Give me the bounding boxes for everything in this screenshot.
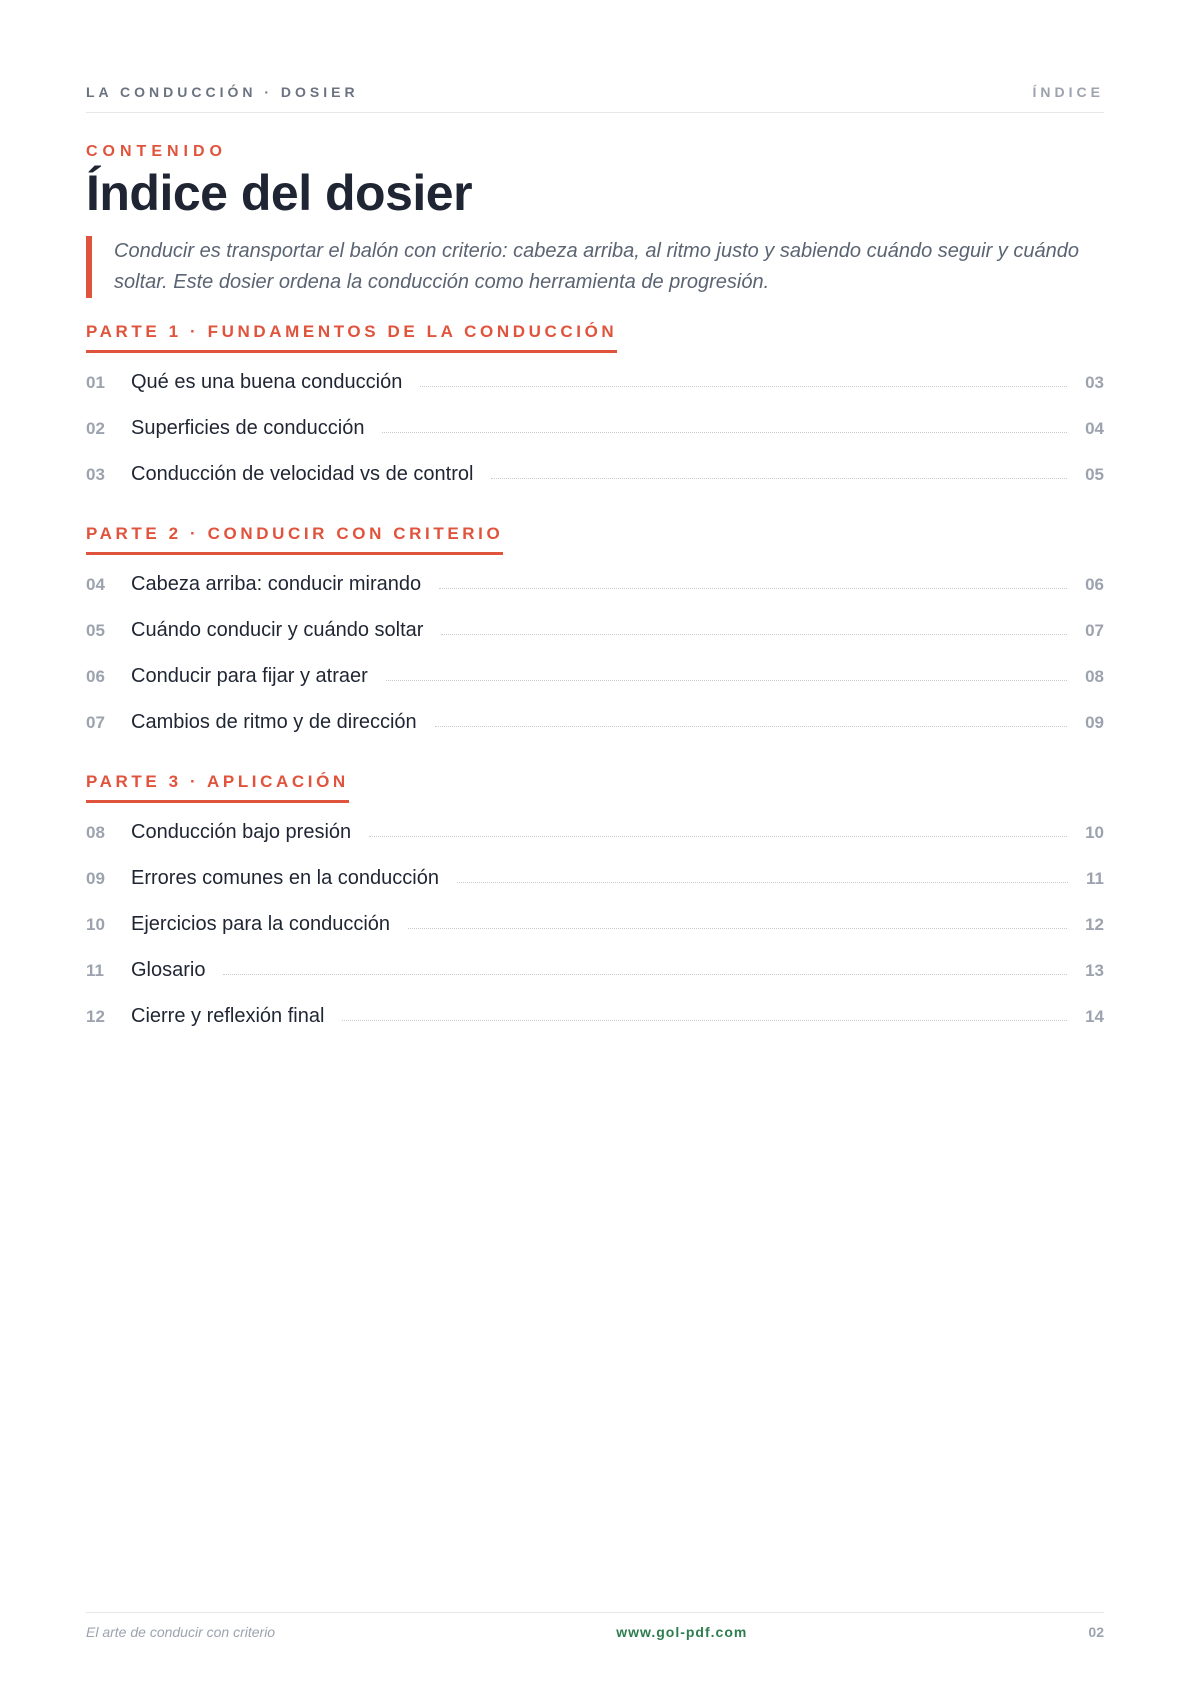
dot-leader — [408, 928, 1067, 929]
document-page — [86, 0, 1104, 1683]
entry-title[interactable]: Conducción de velocidad vs de control — [131, 463, 474, 485]
part-heading-2: PARTE 2 · CONDUCIR CON CRITERIO — [86, 524, 503, 555]
entry-number: 06 — [86, 667, 105, 686]
entry-number: 01 — [86, 373, 105, 392]
entry-page-number: 08 — [1085, 667, 1104, 686]
toc-entry[interactable] — [86, 573, 1104, 603]
header-document-title: LA CONDUCCIÓN · DOSIER — [86, 84, 359, 100]
dot-leader — [457, 882, 1068, 883]
entry-number: 04 — [86, 575, 105, 594]
entry-page-number: 03 — [1085, 373, 1104, 392]
entry-page-number: 06 — [1085, 575, 1104, 594]
toc-entry[interactable] — [86, 821, 1104, 851]
footer-website-link[interactable]: www.gol-pdf.com — [616, 1624, 748, 1640]
entry-number: 08 — [86, 823, 105, 842]
entry-title[interactable]: Cambios de ritmo y de dirección — [131, 711, 417, 733]
toc-entry[interactable] — [86, 417, 1104, 447]
part-heading-3: PARTE 3 · APLICACIÓN — [86, 772, 349, 803]
dot-leader — [382, 432, 1067, 433]
entry-page-number: 09 — [1085, 713, 1104, 732]
dot-leader — [369, 836, 1067, 837]
entry-title[interactable]: Qué es una buena conducción — [131, 371, 403, 393]
entry-title[interactable]: Cuándo conducir y cuándo soltar — [131, 619, 424, 641]
dot-leader — [491, 478, 1067, 479]
toc-entry[interactable] — [86, 959, 1104, 989]
entry-title[interactable]: Conducir para fijar y atraer — [131, 665, 368, 687]
footer-page-number: 02 — [1088, 1624, 1104, 1640]
entry-title[interactable]: Superficies de conducción — [131, 417, 365, 439]
entry-page-number: 05 — [1085, 465, 1104, 484]
toc-entry[interactable] — [86, 665, 1104, 695]
toc-entry[interactable] — [86, 913, 1104, 943]
toc-entry[interactable] — [86, 371, 1104, 401]
dot-leader — [435, 726, 1067, 727]
dot-leader — [441, 634, 1067, 635]
entry-number: 09 — [86, 869, 105, 888]
entry-page-number: 10 — [1085, 823, 1104, 842]
entry-title[interactable]: Cabeza arriba: conducir mirando — [131, 573, 422, 595]
entry-number: 11 — [86, 961, 104, 980]
toc-entry[interactable] — [86, 463, 1104, 493]
entry-page-number: 11 — [1086, 869, 1104, 888]
page-footer — [86, 1612, 1104, 1640]
running-header — [86, 84, 1104, 113]
entry-title[interactable]: Glosario — [131, 959, 206, 981]
header-section-name: ÍNDICE — [1032, 84, 1104, 100]
toc-entry[interactable] — [86, 1005, 1104, 1035]
lead-quote: Conducir es transportar el balón con criterio: cabeza arriba, al ritmo justo y sabiendo cuándo seguir y cuándo soltar. Este dosier ordena la conducción como herramienta de progresión. — [86, 236, 1104, 298]
toc-entry[interactable] — [86, 867, 1104, 897]
entry-number: 05 — [86, 621, 105, 640]
toc-entry[interactable] — [86, 711, 1104, 741]
entry-title[interactable]: Conducción bajo presión — [131, 821, 352, 843]
footer-tagline: El arte de conducir con criterio — [86, 1624, 276, 1640]
entry-page-number: 12 — [1085, 915, 1104, 934]
toc-entry[interactable] — [86, 619, 1104, 649]
entry-title[interactable]: Cierre y reflexión final — [131, 1005, 325, 1027]
entry-page-number: 13 — [1085, 961, 1104, 980]
entry-title[interactable]: Ejercicios para la conducción — [131, 913, 391, 935]
entry-number: 02 — [86, 419, 105, 438]
entry-number: 10 — [86, 915, 105, 934]
entry-page-number: 04 — [1085, 419, 1104, 438]
part-heading-1: PARTE 1 · FUNDAMENTOS DE LA CONDUCCIÓN — [86, 322, 617, 353]
dot-leader — [439, 588, 1067, 589]
page-title: Índice del dosier — [86, 165, 473, 221]
entry-number: 07 — [86, 713, 105, 732]
dot-leader — [342, 1020, 1067, 1021]
entry-number: 03 — [86, 465, 105, 484]
dot-leader — [420, 386, 1067, 387]
entry-number: 12 — [86, 1007, 105, 1026]
entry-page-number: 07 — [1085, 621, 1104, 640]
entry-page-number: 14 — [1085, 1007, 1104, 1026]
section-eyebrow: CONTENIDO — [86, 143, 227, 160]
dot-leader — [223, 974, 1067, 975]
dot-leader — [386, 680, 1067, 681]
entry-title[interactable]: Errores comunes en la conducción — [131, 867, 439, 889]
